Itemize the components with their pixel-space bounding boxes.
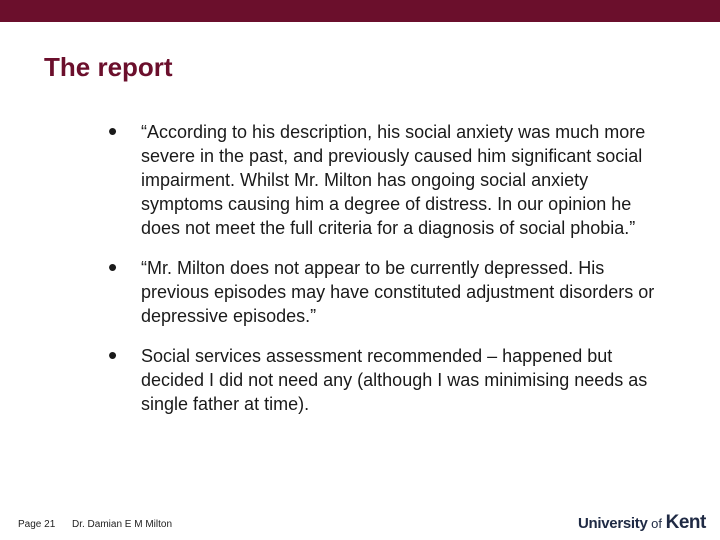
slide-title: The report: [44, 52, 173, 82]
university-logo: [578, 512, 706, 534]
bullet-icon: •: [108, 340, 118, 370]
logo-university-text: University: [578, 515, 648, 532]
bullet-icon: •: [108, 116, 118, 146]
bullet-item: [108, 116, 668, 240]
author-name: Dr. Damian E M Milton: [72, 519, 173, 530]
slide-footer: [0, 510, 720, 538]
bullet-item: [108, 252, 668, 328]
top-banner: [0, 0, 720, 22]
logo-kent-text: Kent: [665, 512, 706, 533]
bullet-text: “According to his description, his social anxiety was much more severe in the past, and previously caused him significant social impairment. Whilst Mr. Milton has ongoing social anxiety symptoms causing him a degree of distress. In our opinion he does not meet the full criteria for a diagnosis of social phobia.”: [141, 122, 646, 238]
bullet-text: “Mr. Milton does not appear to be currently depressed. His previous episodes may have constituted adjustment disorders or depressive episodes.”: [141, 258, 655, 326]
bullet-icon: •: [108, 252, 118, 282]
logo-of-text: of: [647, 516, 666, 531]
bullet-text: Social services assessment recommended – happened but decided I did not need any (although I was minimising needs as single father at time).: [141, 346, 648, 414]
page-number: Page 21: [18, 519, 56, 530]
bullet-list: [108, 116, 668, 432]
bullet-item: [108, 340, 668, 416]
